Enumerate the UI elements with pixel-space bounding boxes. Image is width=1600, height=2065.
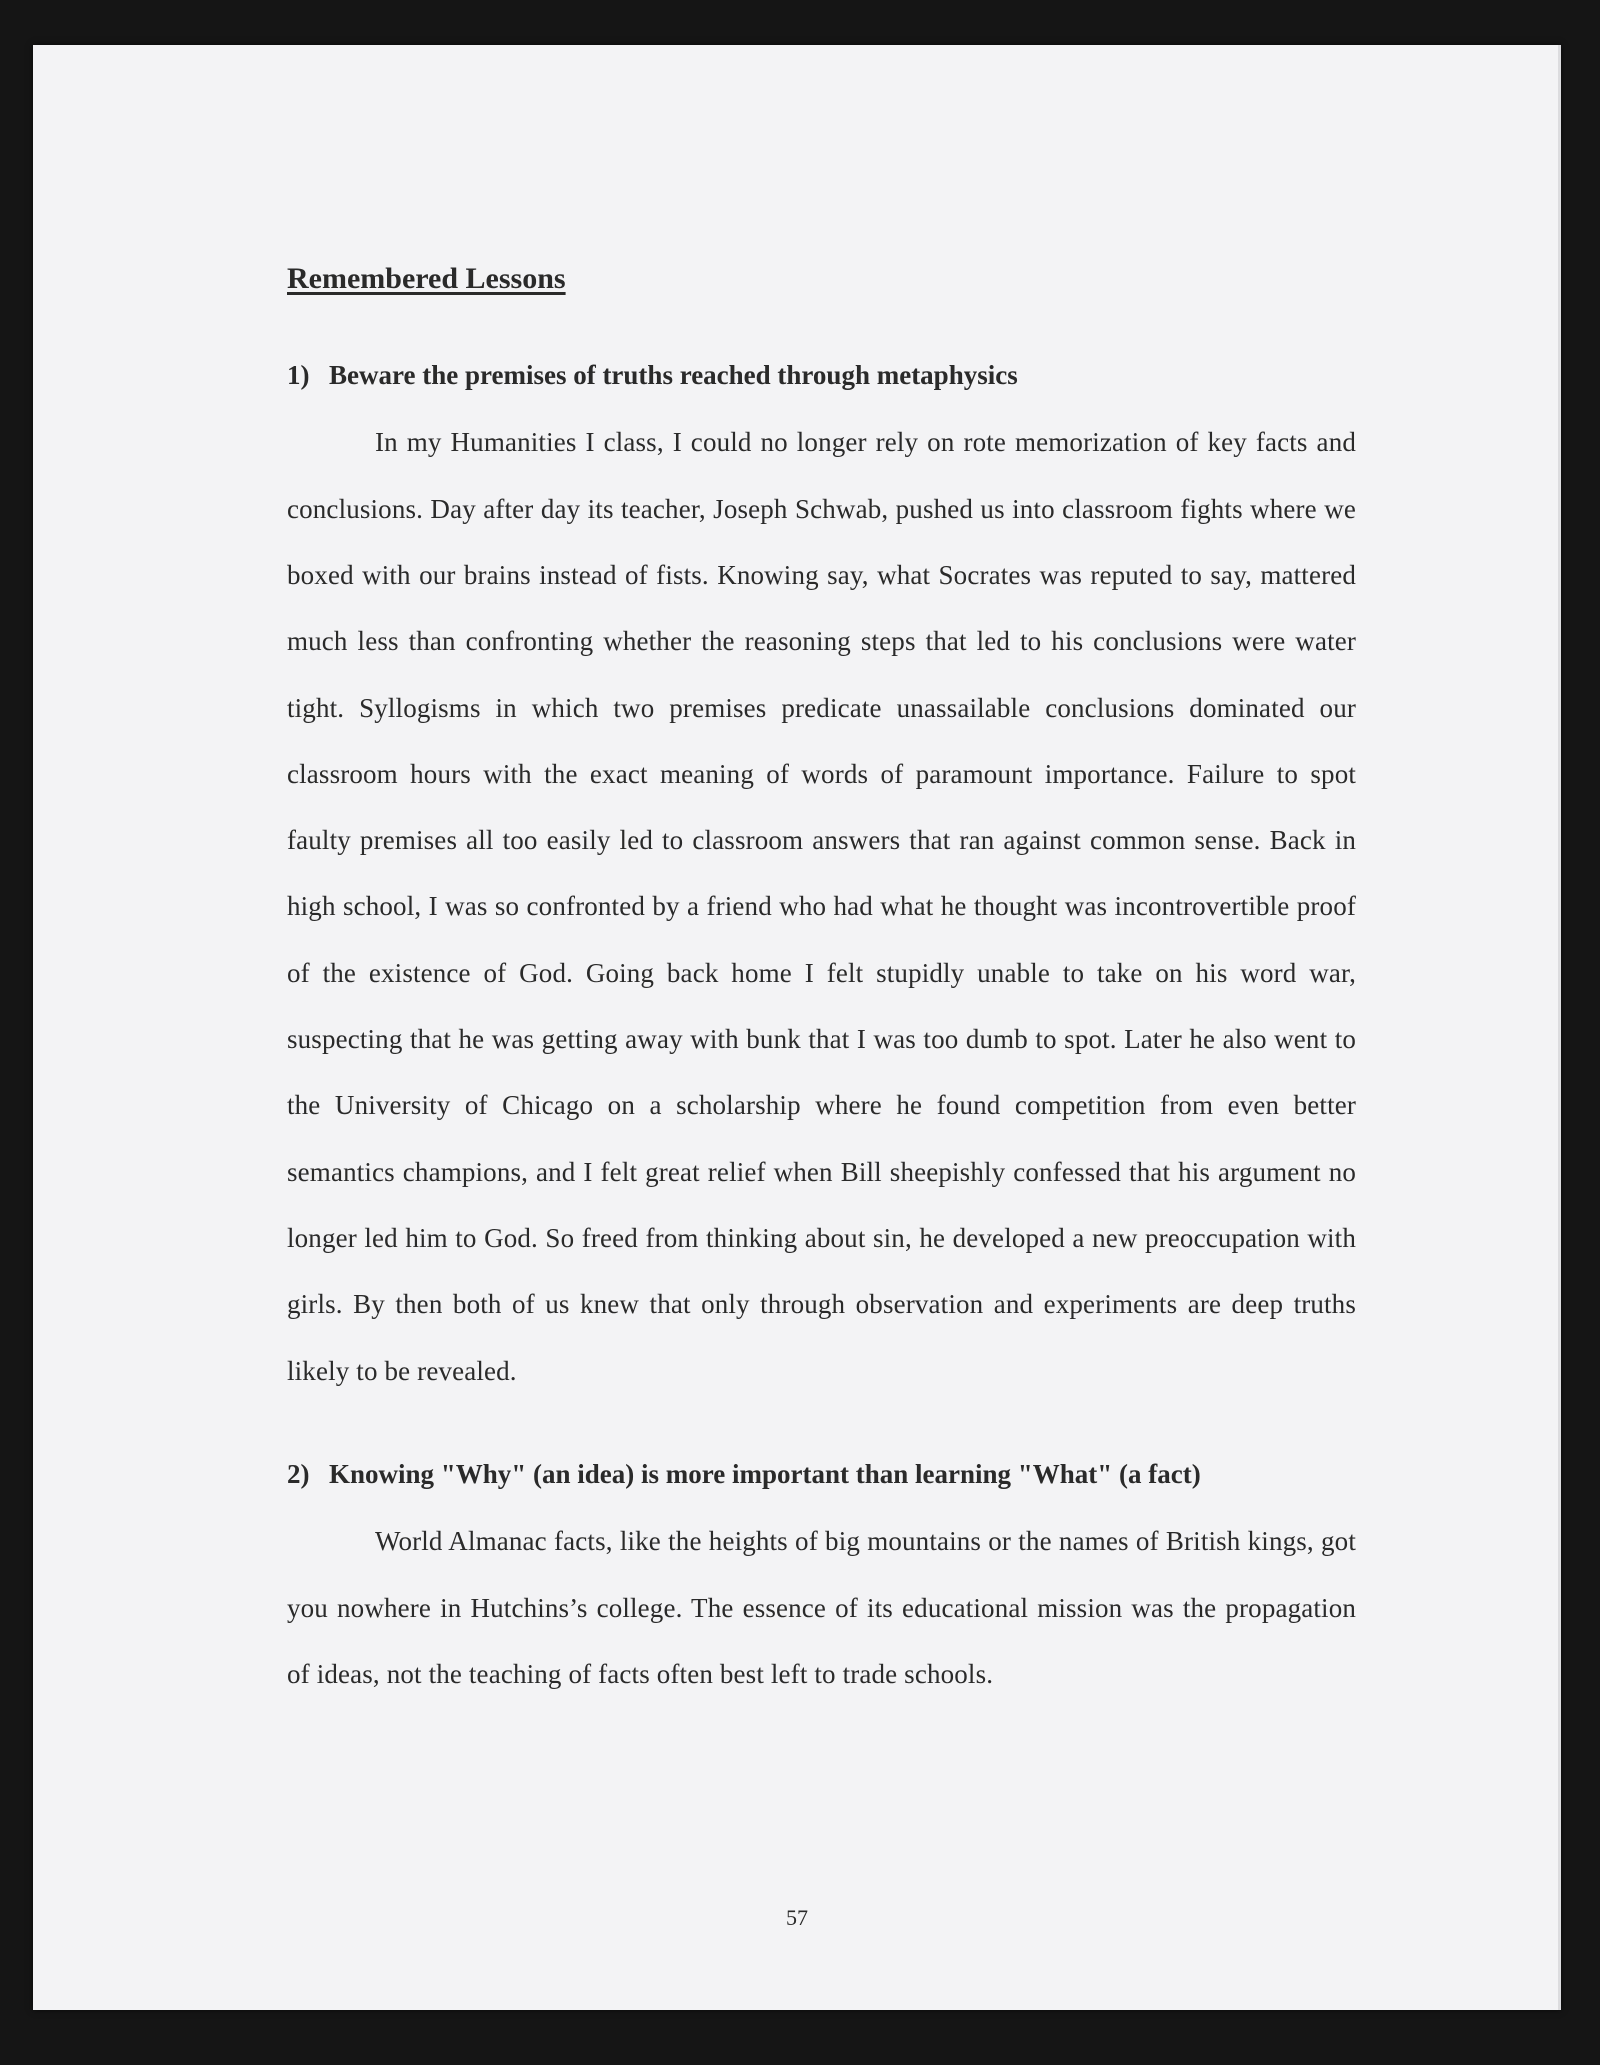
page-content: [284, 261, 1356, 1707]
page-title: Remembered Lessons: [287, 262, 566, 295]
section-heading: [287, 1458, 1356, 1490]
section-heading-text: Knowing "Why" (an idea) is more important than learning "What" (a fact): [329, 1458, 1201, 1489]
section-number: 1): [287, 360, 310, 390]
section-1: [284, 359, 1356, 1404]
section-number: 2): [287, 1458, 310, 1489]
document-page: [33, 45, 1561, 2010]
section-paragraph: In my Humanities I class, I could no longer rely on rote memorization of key facts and conclusions. Day after day its teacher, Joseph Schwab, pushed us into classroom fights where we boxed with our brains instead of fists. Knowing say, what Socrates was reputed to say, mattered much less than confronting whether the reasoning steps that led to his conclusions were water tight. Syllogisms in which two premises predicate unassailable conclusions dominated our classroom hours with the exact meaning of words of paramount importance. Failure to spot faulty premises all too easily led to classroom answers that ran against common sense. Back in high school, I was so confronted by a friend who had what he thought was incontrovertible proof of the existence of God. Going back home I felt stupidly unable to take on his word war, suspecting that he was getting away with bunk that I was too dumb to spot. Later he also went to the University of Chicago on a scholarship where he found competition from even better semantics champions, and I felt great relief when Bill sheepishly confessed that his argument no longer led him to God. So freed from thinking about sin, he developed a new preoccupation with girls. By then both of us knew that only through observation and experiments are deep truths likely to be revealed.: [287, 427, 1356, 1386]
page-number: 57: [786, 1905, 808, 1930]
page-edge: [1558, 45, 1561, 2010]
section-heading-text: Beware the premises of truths reached through metaphysics: [329, 360, 1018, 390]
section-2: [284, 1458, 1356, 1707]
section-heading: [287, 359, 1356, 391]
section-paragraph: World Almanac facts, like the heights of big mountains or the names of British kings, got you nowhere in Hutchins’s college. The essence of its educational mission was the propagation of ideas, not the teaching of facts often best left to trade schools.: [287, 1526, 1356, 1689]
